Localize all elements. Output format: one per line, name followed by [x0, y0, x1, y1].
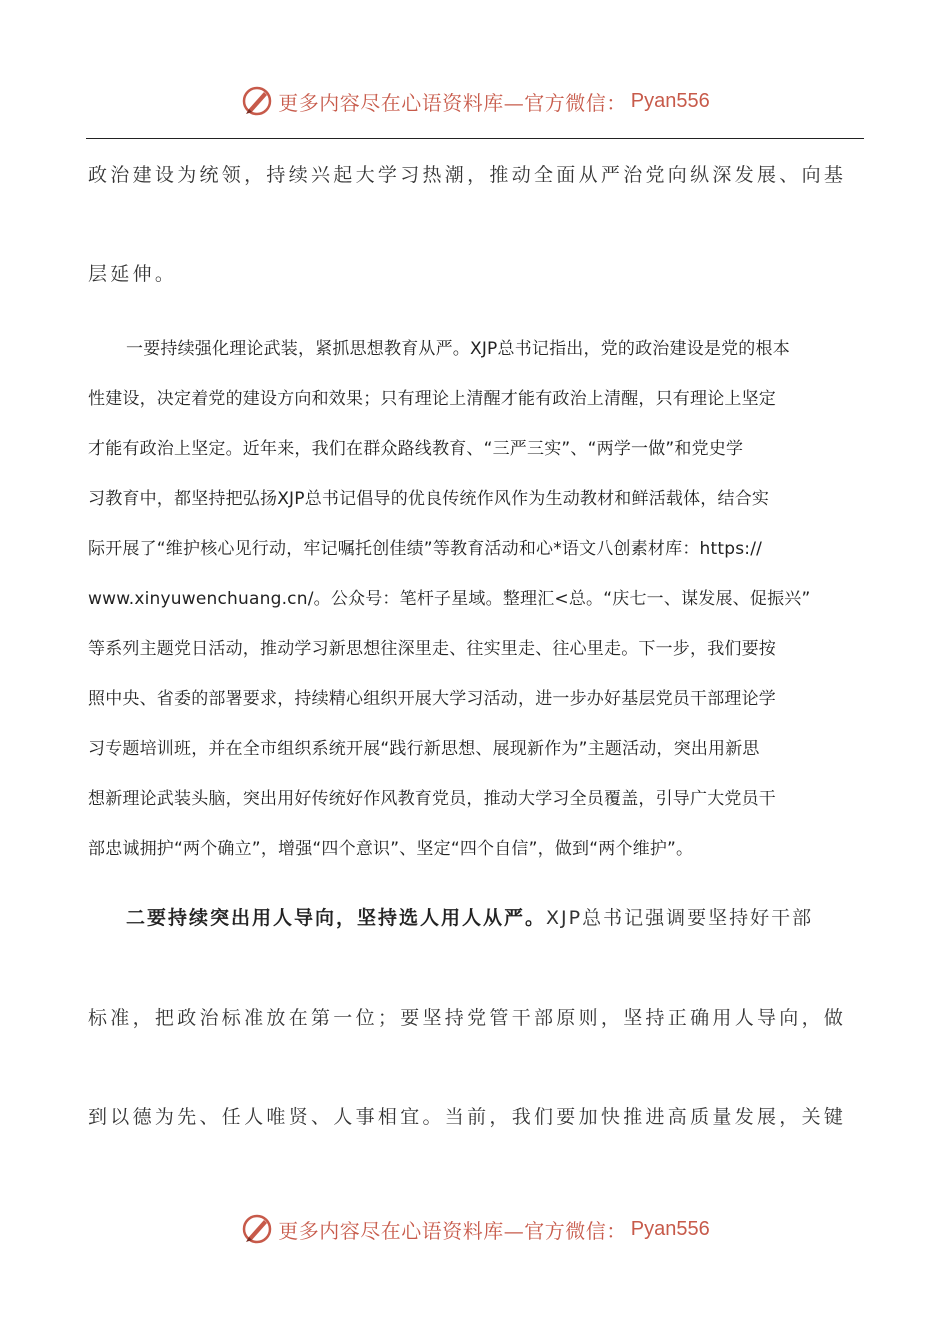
para1-line-8: 照中央、省委的部署要求，持续精心组织开展大学习活动，进一步办好基层党员干部理论学 [88, 689, 776, 709]
para1-line-11: 部忠诚拥护“两个确立”，增强“四个意识”、坚定“四个自信”，做到“两个维护”。 [88, 839, 694, 859]
intro-line-1: 政治建设为统领，持续兴起大学习热潮，推动全面从严治党向纵深发展、向基 [88, 164, 847, 186]
para1-line-3: 才能有政治上坚定。近年来，我们在群众路线教育、“三严三实”、“两学一做”和党史学 [88, 439, 744, 459]
intro-line-2: 层延伸。 [88, 263, 178, 285]
para1-line-1: 一要持续强化理论武装，紧抓思想教育从严。XJP总书记指出，党的政治建设是党的根本 [126, 339, 790, 359]
para1-line-6: www.xinyuwenchuang.cn/。公众号：笔杆子星域。整理汇<总。“庆七一、谋发展、促振兴” [88, 589, 811, 609]
para1-line-7: 等系列主题党日活动，推动学习新思想往深里走、往实里走、往心里走。下一步，我们要按 [88, 639, 776, 659]
header-divider [86, 138, 864, 139]
para2-line-2: 标准，把政治标准放在第一位；要坚持党管干部原则，坚持正确用人导向，做 [88, 1007, 847, 1029]
pen-logo-icon [240, 84, 274, 118]
watermark-text: 更多内容尽在心语资料库—官方微信： [278, 1218, 627, 1243]
footer-watermark [0, 1212, 950, 1246]
para1-line-5: 际开展了“维护核心见行动，牢记嘱托创佳绩”等教育活动和心*语文八创素材库：https:// [88, 539, 763, 559]
para1-line-10: 想新理论武装头脑，突出用好传统好作风教育党员，推动大学习全员覆盖，引导广大党员干 [88, 789, 776, 809]
para2-line-1-rest: XJP总书记强调要坚持好干部 [546, 907, 814, 929]
para2-line-3: 到以德为先、任人唯贤、人事相宜。当前，我们要加快推进高质量发展，关键 [88, 1106, 847, 1128]
watermark-contact: Pyan556 [630, 1217, 710, 1240]
watermark-text: 更多内容尽在心语资料库—官方微信： [278, 90, 627, 115]
para1-line-9: 习专题培训班，并在全市组织系统开展“践行新思想、展现新作为”主题活动，突出用新思 [88, 739, 760, 759]
pen-logo-icon [240, 1212, 274, 1246]
para1-line-4: 习教育中，都坚持把弘扬XJP总书记倡导的优良传统作风作为生动教材和鲜活载体，结合实 [88, 489, 770, 509]
header-watermark [0, 84, 950, 118]
para2-heading: 二要持续突出用人导向，坚持选人用人从严。 [126, 907, 547, 929]
para2-line-1 [126, 903, 866, 930]
para1-line-2: 性建设，决定着党的建设方向和效果；只有理论上清醒才能有政治上清醒，只有理论上坚定 [88, 389, 776, 409]
watermark-contact: Pyan556 [630, 89, 710, 112]
